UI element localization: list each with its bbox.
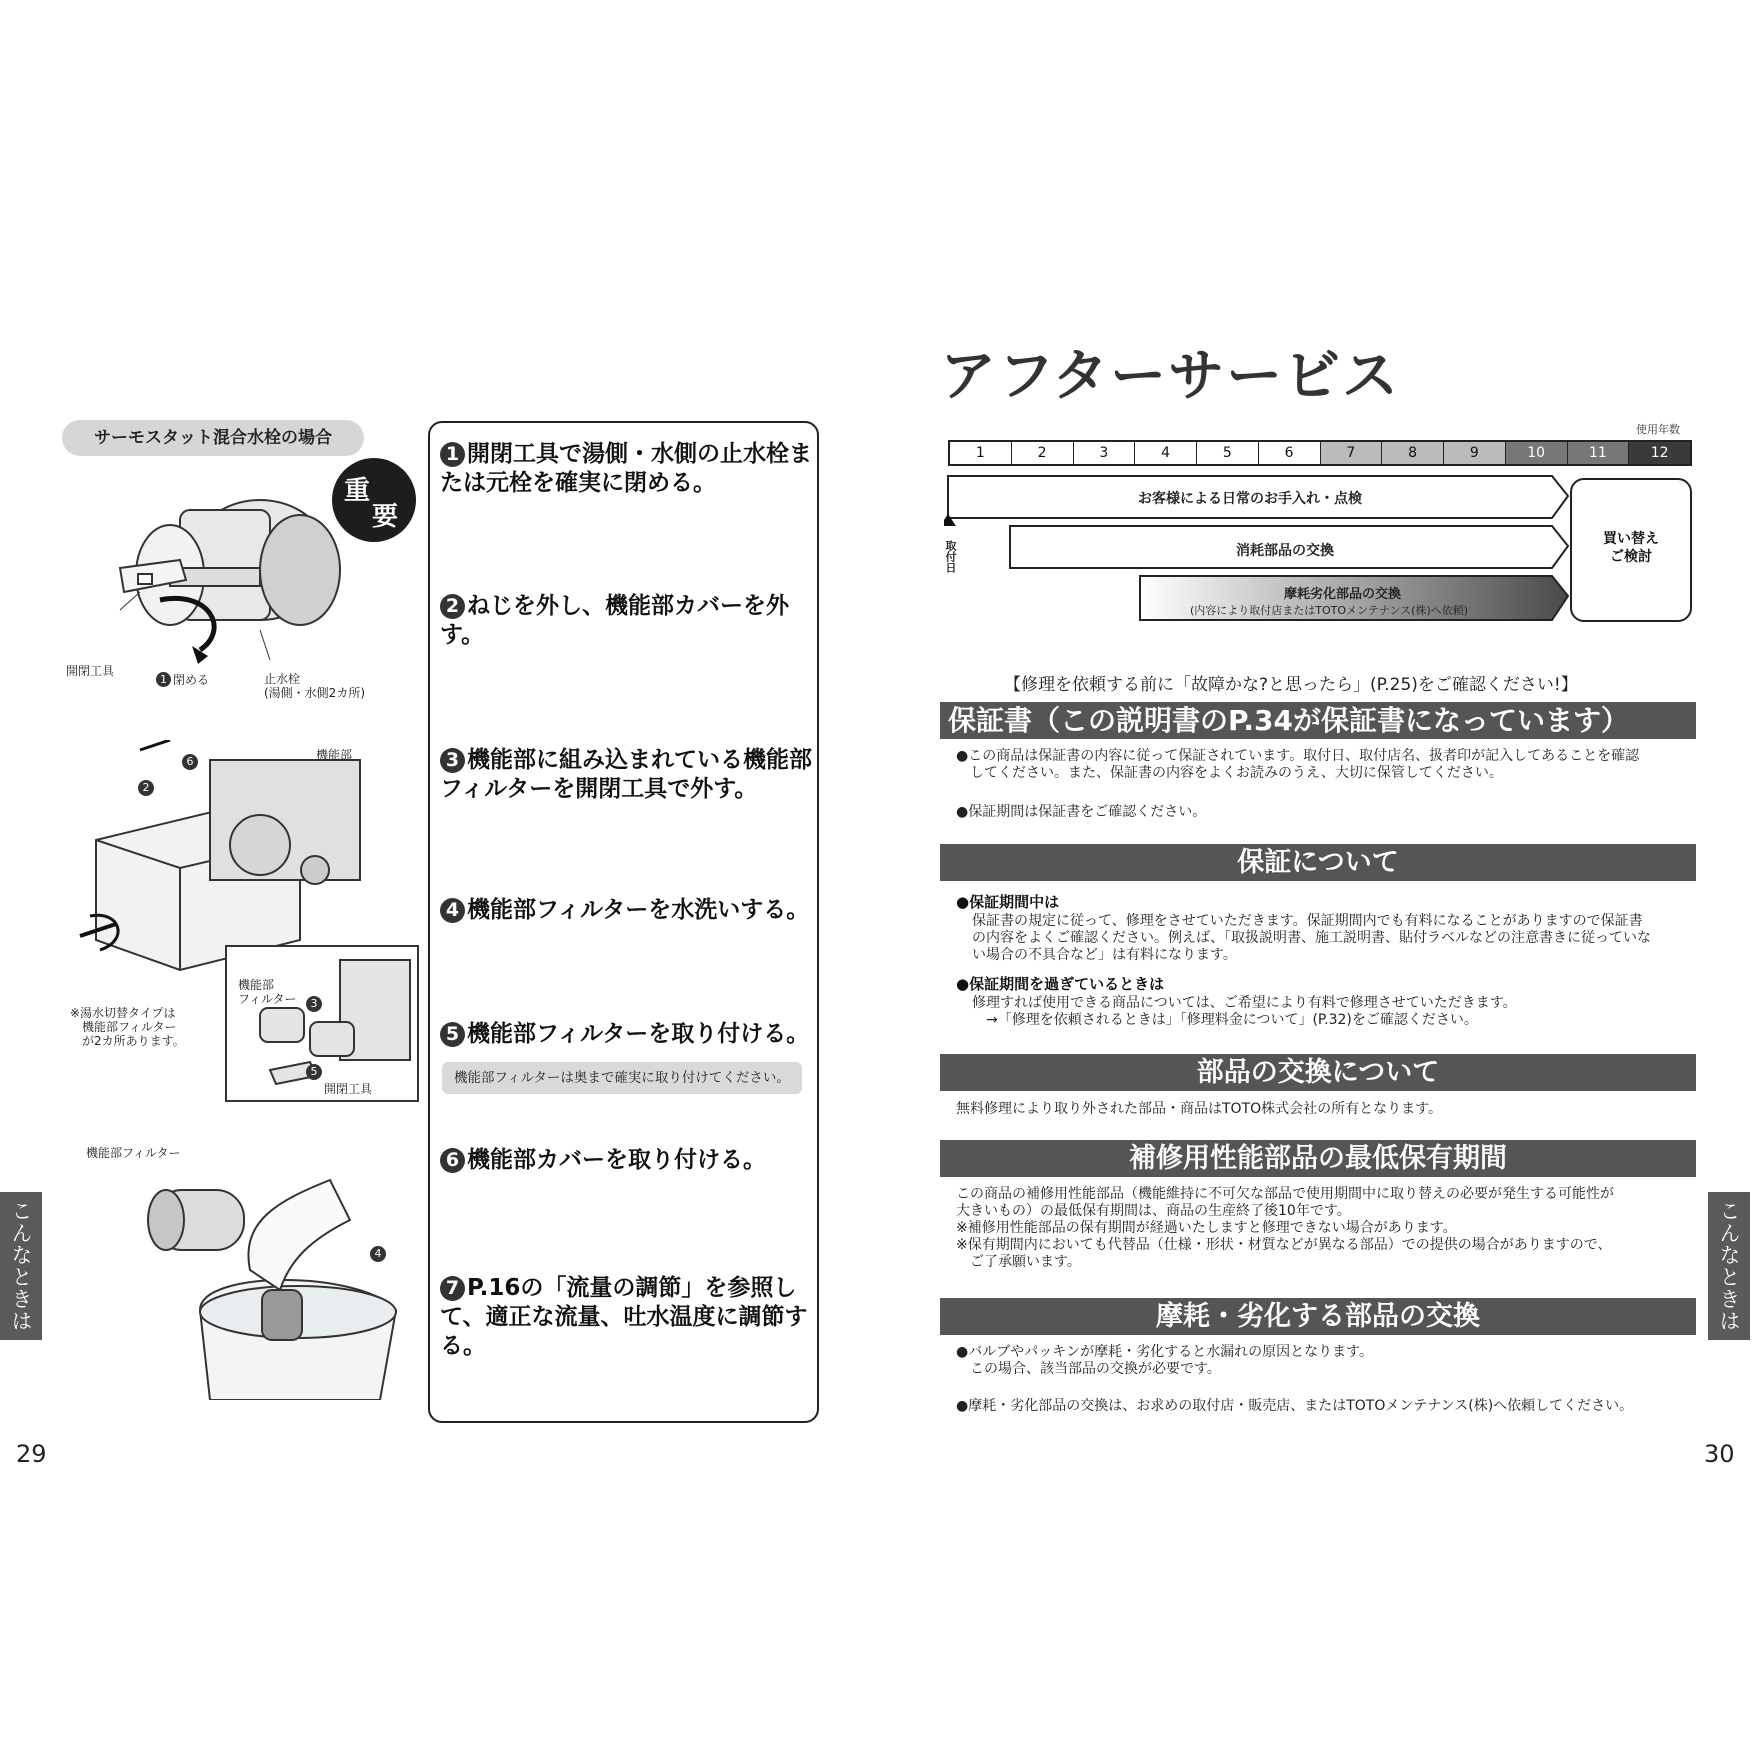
years-label: 使用年数 [1636, 423, 1680, 436]
important-char-2: 要 [372, 502, 399, 532]
marker-5: 5 [306, 1064, 322, 1080]
parts-header: 部品の交換について [940, 1054, 1696, 1091]
years-row [948, 440, 1692, 466]
year-cell: 7 [1321, 442, 1383, 464]
about-warranty-header: 保証について [940, 844, 1696, 881]
year-cell: 4 [1135, 442, 1197, 464]
year-cell: 2 [1012, 442, 1074, 464]
page-number-left: 29 [16, 1440, 47, 1468]
label-tool-2: 開閉工具 [324, 1082, 373, 1096]
year-cell: 9 [1444, 442, 1506, 464]
label-stop-valve: 止水栓 (湯側・水側2カ所) [264, 672, 365, 700]
marker-2: 2 [138, 780, 154, 796]
function-unit-illustration [60, 740, 420, 1110]
after-period-heading: ●保証期間を過ぎているときは [956, 975, 1165, 993]
step-6: 6 機能部カバーを取り付ける。 [440, 1146, 812, 1175]
wear-text: ●バルブやパッキンが摩耗・劣化すると水漏れの原因となります。 この場合、該当部品の交換が必要です。 [956, 1344, 1373, 1377]
retention-header: 補修用性能部品の最低保有期間 [940, 1140, 1696, 1177]
page-title: アフターサービス [940, 344, 1401, 409]
wear-request: ●摩耗・劣化部品の交換は、お求めの取付店・販売店、またはTOTOメンテナンス(株)へ依頼してください。 [956, 1398, 1634, 1414]
marker-4: 4 [370, 1246, 386, 1262]
side-tab-right: こんなときは [1708, 1192, 1750, 1340]
step-5: 5 機能部フィルターを取り付ける。 [440, 1020, 812, 1049]
year-cell: 3 [1074, 442, 1136, 464]
replace-box: 買い替え ご検討 [1570, 478, 1692, 622]
side-tab-left: こんなときは [0, 1192, 42, 1340]
bar-wear-sub: (内容により取付店またはTOTOメンテナンス(株)へ依頼) [1190, 604, 1469, 617]
year-cell: 6 [1259, 442, 1321, 464]
step-5-note: 機能部フィルターは奥まで確実に取り付けてください。 [442, 1062, 802, 1094]
step-7: 7 P.16の「流量の調節」を参照して、適正な流量、吐水温度に調節する。 [440, 1275, 808, 1359]
warranty-period: ●保証期間は保証書をご確認ください。 [956, 804, 1207, 820]
repair-notice: 【修理を依頼する前に「故障かな?と思ったら」(P.25)をご確認ください!】 [1004, 675, 1578, 695]
marker-6: 6 [182, 754, 198, 770]
step-3: 3 機能部に組み込まれている機能部フィルターを開閉工具で外す。 [440, 747, 812, 802]
retention-text: この商品の補修用性能部品（機能維持に不可欠な部品で使用期間中に取り替えの必要が発生する可能性が 大きいもの）の最低保有期間は、商品の生産終了後10年です。 ※補修用性能部品の保有期間が経過いたしますと修理できない場合があります。 ※保有期間内においても代替品（仕様・形状・材質などが異なる部品）での提供の場合がありますので、 ご了承願います。 [956, 1186, 1614, 1270]
warranty-text: ●この商品は保証書の内容に従って保証されています。取付日、取付店名、扱者印が記入してあることを確認 してください。また、保証書の内容をよくお読みのうえ、大切に保管してください。 [956, 748, 1640, 781]
year-cell: 5 [1197, 442, 1259, 464]
label-close: 1 閉める [156, 672, 209, 687]
section-pill: サーモスタット混合水栓の場合 [62, 420, 364, 456]
warranty-header: 保証書（この説明書のP.34が保証書になっています） [940, 702, 1696, 739]
wear-header: 摩耗・劣化する部品の交換 [940, 1298, 1696, 1335]
start-label: 取付日 [944, 540, 957, 573]
important-char-1: 重 [344, 476, 371, 506]
year-cell: 10 [1506, 442, 1568, 464]
washing-illustration [140, 1160, 430, 1400]
year-cell: 8 [1382, 442, 1444, 464]
step-2: 2 ねじを外し、機能部カバーを外す。 [440, 593, 789, 648]
in-period-text: 保証書の規定に従って、修理をさせていただきます。保証期間内でも有料になることがありますので保証書 の内容をよくご確認ください。例えば、「取扱説明書、施工説明書、貼付ラベルなどの注意書きに従っていな い場合の不具合など」は有料になります。 [972, 913, 1651, 963]
bar-wear-label: 摩耗劣化部品の交換 [1284, 587, 1402, 602]
step-1: 1 開閉工具で湯側・水側の止水栓または元栓を確実に閉める。 [440, 441, 812, 496]
bar-daily-label: お客様による日常のお手入れ・点検 [1138, 491, 1362, 507]
label-filter-2: 機能部フィルター [86, 1146, 181, 1160]
marker-1: 1 [156, 672, 171, 687]
marker-3: 3 [306, 996, 322, 1012]
bar-consumable-label: 消耗部品の交換 [1236, 543, 1334, 559]
year-cell: 11 [1568, 442, 1630, 464]
parts-text: 無料修理により取り外された部品・商品はTOTO株式会社の所有となります。 [956, 1101, 1443, 1117]
label-function-unit: 機能部 [316, 748, 353, 762]
label-filter: 機能部 フィルター [238, 978, 297, 1006]
year-cell: 1 [950, 442, 1012, 464]
in-period-heading: ●保証期間中は [956, 893, 1060, 911]
label-tool: 開閉工具 [66, 664, 115, 678]
after-period-text: 修理すれば使用できる商品については、ご希望により有料で修理させていただきます。 →「修理を依頼されるときは」「修理料金について」(P.32)をご確認ください。 [972, 995, 1517, 1028]
page-number-right: 30 [1704, 1440, 1735, 1468]
switch-type-note: ※湯水切替タイプは 機能部フィルター が2カ所あります。 [70, 1006, 185, 1048]
step-4: 4 機能部フィルターを水洗いする。 [440, 896, 812, 925]
year-cell: 12 [1629, 442, 1690, 464]
